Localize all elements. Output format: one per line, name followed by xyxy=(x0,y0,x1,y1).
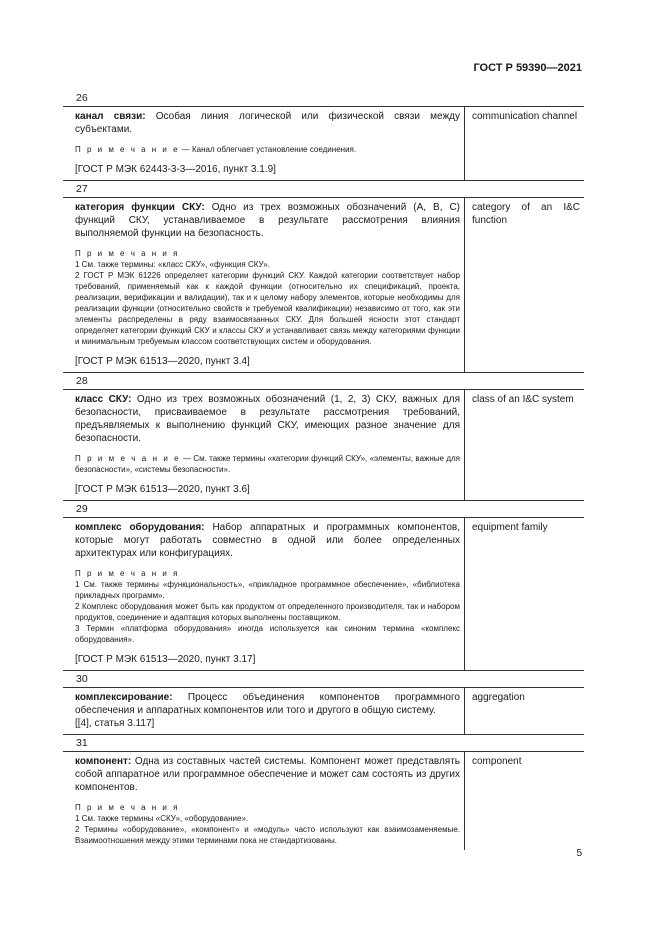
entry-number: 26 xyxy=(76,92,88,104)
note-line: 1 См. также термины «функциональность», «прикладное программное обеспечение», «библиотека прикладных программ». xyxy=(75,580,460,600)
entry-number: 31 xyxy=(76,737,88,749)
term-en: category of an I&C function xyxy=(472,202,580,226)
term-source: [ГОСТ Р МЭК 61513—2020, пункт 3.4] xyxy=(75,356,250,367)
term-ru-cell xyxy=(63,688,465,734)
term-source: [ГОСТ Р МЭК 61513—2020, пункт 3.17] xyxy=(75,654,256,665)
term-ru-cell xyxy=(63,390,465,500)
term-en: component xyxy=(472,756,522,767)
term-entry xyxy=(63,389,584,501)
term-entry xyxy=(63,106,584,181)
term-definition: канал связи: Особая линия логической или физической связи между субъектами. xyxy=(75,111,460,135)
term-note: П р и м е ч а н и е — Канал облегчает установление соединения. xyxy=(75,145,357,154)
entry-number: 29 xyxy=(76,503,88,515)
page-number: 5 xyxy=(576,848,582,859)
term-source: [ГОСТ Р МЭК 62443-3-3—2016, пункт 3.1.9] xyxy=(75,164,276,175)
term-definition: класс СКУ: Одно из трех возможных обозначений (1, 2, 3) СКУ, важных для безопасности, присваиваемое в результате рассмотрения требований, предъявляемых к выполнению функций СКУ, имеющих разное значение для безопасности. xyxy=(75,394,460,444)
term-entry xyxy=(63,517,584,671)
term-name: канал связи: xyxy=(75,111,146,122)
term-notes: П р и м е ч а н и я 1 См. также термины «СКУ», «оборудование». 2 Термины «оборудование», «компонент» и «модуль» часто используют как взаимозаменяемые. Взаимоотношения между этими терминами пока не стандартизованы. xyxy=(75,803,460,845)
term-en: equipment family xyxy=(472,522,548,533)
term-note: П р и м е ч а н и е — См. также термины «категории функций СКУ», «элементы, важные для безопасности», «системы безопасности». xyxy=(75,454,461,474)
term-name: категория функции СКУ: xyxy=(75,202,205,213)
term-entry xyxy=(63,197,584,373)
term-definition: комплекс оборудования: Набор аппаратных и программных компонентов, которые могут работать совместно в одной или более определенных архитектурах или конфигурациях. xyxy=(75,522,460,559)
term-definition: комплексирование: Процесс объединения компонентов программного обеспечения и аппаратных компонентов или того и другого в общую систему. xyxy=(75,692,460,716)
term-en: class of an I&C system xyxy=(472,394,574,405)
term-en: communication channel xyxy=(472,111,578,122)
term-name: компонент: xyxy=(75,756,132,767)
note-line: 2 Комплекс оборудования может быть как продуктом от определенного производителя, так и набором продуктов, соединение и адаптация которых выполнены поставщиком. xyxy=(75,602,460,622)
term-name: комплекс оборудования: xyxy=(75,522,205,533)
term-notes: П р и м е ч а н и я 1 См. также термины «функциональность», «прикладное программное обеспечение», «библиотека прикладных программ». 2 Комплекс оборудования может быть как продуктом от определенного производителя, так и набором продуктов, соединение и адаптация которых выполнены поставщиком. 3 Термин «платформа оборудования» иногда используется как синоним термина «комплекс оборудования». xyxy=(75,569,460,644)
term-definition: компонент: Одна из составных частей системы. Компонент может представлять собой аппаратное или программное обеспечение и может сам состоять из других компонентов. xyxy=(75,756,460,793)
terms-table xyxy=(63,90,584,850)
note-line: 2 ГОСТ Р МЭК 61226 определяет категории функций СКУ. Каждой категории соответствует набор требований, применяемый как к каждой функции (относительно их спецификаций, проекта, реализации, верификации и валидации), так и к целому набору элементов, которые необходимы для реализации функции (относительно свойств и требуемой квалификации) независимо от того, как эти элементы распределены в ряду взаимосвязанных СКУ. Для большей ясности этот стандарт определяет категории функций СКУ и классы СКУ и устанавливает связь между категориями функции и минимальным требуемым классом соответствующих систем и оборудования. xyxy=(75,271,460,346)
term-name: комплексирование: xyxy=(75,692,173,703)
note-line: 1 См. также термины «СКУ», «оборудование». xyxy=(75,814,249,823)
term-source: [[4], статья 3.117] xyxy=(75,718,155,729)
term-ru-cell xyxy=(63,198,465,372)
term-entry xyxy=(63,687,584,735)
entry-number: 28 xyxy=(76,375,88,387)
entry-number: 27 xyxy=(76,183,88,195)
term-ru-cell xyxy=(63,752,465,850)
note-line: 2 Термины «оборудование», «компонент» и «модуль» часто используют как взаимозаменяемые. Взаимоотношения между этими терминами пока не стандартизованы. xyxy=(75,825,460,845)
note-line: 1 См. также термины: «класс СКУ», «функция СКУ». xyxy=(75,260,270,269)
term-name: класс СКУ: xyxy=(75,394,132,405)
term-entry xyxy=(63,751,584,850)
document-header: ГОСТ Р 59390—2021 xyxy=(473,62,582,74)
term-source: [ГОСТ Р МЭК 61513—2020, пункт 3.6] xyxy=(75,484,250,495)
term-ru-cell xyxy=(63,107,465,180)
term-definition: категория функции СКУ: Одно из трех возможных обозначений (A, B, C) функций СКУ, устанавливаемое в результате рассмотрения влияния выполняемой функции на безопасность. xyxy=(75,202,461,239)
term-ru-cell xyxy=(63,518,465,670)
entry-number: 30 xyxy=(76,673,88,685)
term-notes: П р и м е ч а н и я 1 См. также термины: «класс СКУ», «функция СКУ». 2 ГОСТ Р МЭК 61226 определяет категории функций СКУ. Каждой категории соответствует набор требований, применяемый как к каждой функции (относительно их спецификаций, проекта, реализации, верификации и валидации), так и к целому набору элементов, которые необходимы для реализации функции (относительно свойств и требуемой квалификации) независимо от того, как эти элементы распределены в ряду взаимосвязанных СКУ. Для большей ясности этот стандарт определяет категории функций СКУ и классы СКУ и устанавливает связь между категориями функции и минимальным требуемым классом соответствующих систем и оборудования. xyxy=(75,249,460,346)
term-en: aggregation xyxy=(472,692,525,703)
note-line: 3 Термин «платформа оборудования» иногда используется как синоним термина «комплекс оборудования». xyxy=(75,624,460,644)
